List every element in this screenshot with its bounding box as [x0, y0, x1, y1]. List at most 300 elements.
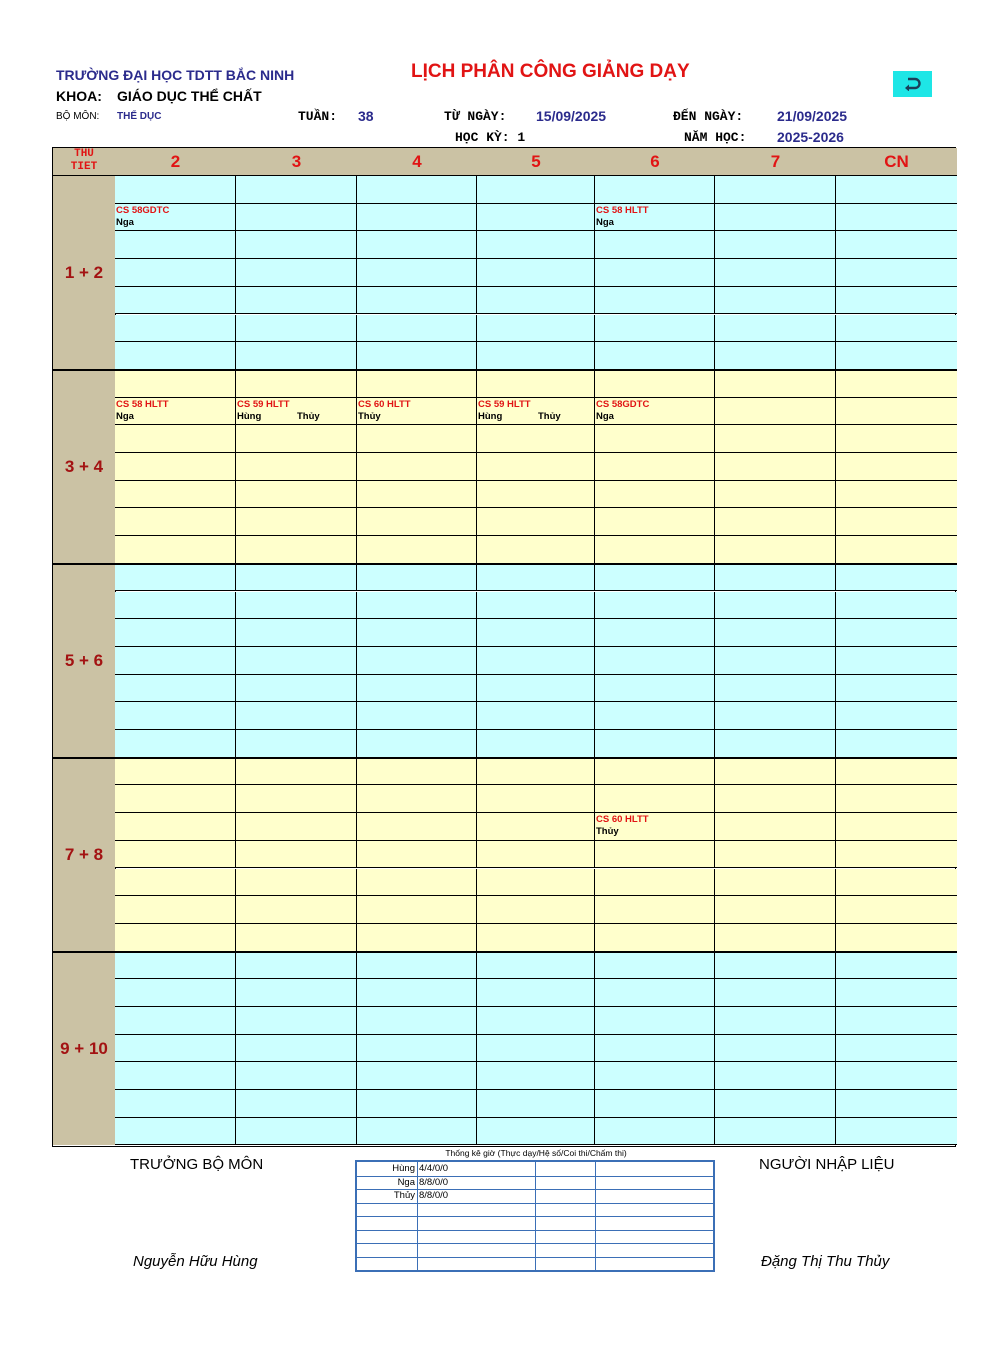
schedule-cell[interactable] — [115, 481, 236, 509]
page-title: LỊCH PHÂN CÔNG GIẢNG DẠY — [411, 61, 690, 82]
schedule-cell[interactable] — [836, 896, 957, 924]
teacher-name: Hùng — [237, 410, 262, 422]
schedule-cell[interactable] — [357, 1035, 477, 1063]
schedule-cell[interactable] — [115, 425, 236, 453]
schedule-cell[interactable] — [357, 425, 477, 453]
schedule-cell[interactable] — [357, 481, 477, 509]
schedule-cell[interactable] — [595, 592, 715, 620]
schedule-cell[interactable] — [357, 592, 477, 620]
schedule-cell[interactable] — [357, 204, 477, 232]
schedule-cell[interactable] — [115, 315, 236, 343]
schedule-cell[interactable] — [595, 647, 715, 675]
faculty-value: GIÁO DỤC THỂ CHẤT — [117, 88, 262, 104]
schedule-cell[interactable] — [477, 481, 595, 509]
schedule-cell[interactable] — [115, 702, 236, 730]
period-label: 5 + 6 — [53, 564, 116, 758]
schedule-cell[interactable] — [236, 453, 357, 481]
schedule-cell[interactable] — [715, 342, 836, 370]
teacher-name: Nga — [596, 216, 614, 228]
period-divider — [53, 757, 957, 759]
schedule-cell[interactable] — [357, 813, 477, 841]
schedule-cell[interactable] — [236, 481, 357, 509]
teaching-hours-stats — [355, 1160, 715, 1272]
schedule-cell[interactable] — [595, 564, 715, 592]
schedule-cell[interactable] — [115, 619, 236, 647]
second-teacher-name: Thủy — [538, 410, 561, 422]
to-date-label: ĐẾN NGÀY: — [673, 109, 744, 124]
schedule-cell[interactable] — [357, 1118, 477, 1146]
stats-col-line — [535, 1162, 536, 1270]
schedule-cell[interactable] — [836, 1035, 957, 1063]
schedule-cell[interactable] — [357, 730, 477, 758]
schedule-cell[interactable] — [236, 287, 357, 315]
school-year-label: NĂM HỌC: — [684, 130, 747, 145]
schedule-cell[interactable] — [236, 813, 357, 841]
schedule-cell[interactable] — [477, 508, 595, 536]
schedule-cell[interactable] — [477, 564, 595, 592]
schedule-cell[interactable] — [357, 370, 477, 398]
stats-col-line — [417, 1162, 418, 1270]
to-date-value: 21/09/2025 — [777, 108, 848, 124]
schedule-cell[interactable] — [715, 1007, 836, 1035]
schedule-cell[interactable] — [836, 619, 957, 647]
schedule-cell[interactable] — [236, 204, 357, 232]
schedule-cell[interactable] — [715, 647, 836, 675]
schedule-cell[interactable] — [836, 730, 957, 758]
schedule-cell[interactable] — [115, 647, 236, 675]
head-of-department-name: Nguyễn Hữu Hùng — [133, 1253, 258, 1270]
class-code: CS 59 HLTT — [478, 398, 531, 410]
schedule-cell[interactable] — [836, 508, 957, 536]
schedule-cell[interactable] — [477, 592, 595, 620]
schedule-cell[interactable] — [115, 979, 236, 1007]
schedule-cell[interactable] — [236, 924, 357, 952]
schedule-cell[interactable] — [357, 619, 477, 647]
schedule-cell[interactable] — [715, 204, 836, 232]
schedule-cell[interactable] — [595, 315, 715, 343]
period-divider — [53, 563, 957, 565]
schedule-cell[interactable] — [236, 952, 357, 980]
schedule-cell[interactable] — [715, 1035, 836, 1063]
schedule-cell[interactable] — [715, 176, 836, 204]
schedule-cell[interactable] — [836, 979, 957, 1007]
schedule-cell[interactable] — [477, 924, 595, 952]
schedule-cell[interactable] — [715, 592, 836, 620]
schedule-cell[interactable] — [595, 425, 715, 453]
schedule-cell[interactable] — [595, 924, 715, 952]
schedule-cell[interactable] — [115, 231, 236, 259]
day-header: 4 — [357, 148, 478, 176]
schedule-cell[interactable] — [477, 342, 595, 370]
schedule-cell[interactable] — [236, 785, 357, 813]
schedule-cell[interactable] — [715, 231, 836, 259]
stats-teacher: Hùng — [392, 1163, 415, 1174]
schedule-cell[interactable] — [477, 1062, 595, 1090]
schedule-cell[interactable] — [595, 979, 715, 1007]
period-divider — [53, 951, 957, 953]
schedule-cell[interactable] — [477, 813, 595, 841]
schedule-cell[interactable] — [115, 370, 236, 398]
from-date-value: 15/09/2025 — [536, 108, 607, 124]
day-header: 3 — [236, 148, 358, 176]
schedule-cell[interactable] — [115, 952, 236, 980]
schedule-cell[interactable] — [115, 675, 236, 703]
schedule-cell[interactable] — [477, 730, 595, 758]
schedule-cell[interactable] — [595, 1035, 715, 1063]
schedule-cell[interactable] — [836, 647, 957, 675]
schedule-cell[interactable] — [115, 896, 236, 924]
schedule-cell[interactable] — [715, 730, 836, 758]
schedule-cell[interactable] — [115, 730, 236, 758]
schedule-cell[interactable] — [836, 342, 957, 370]
schedule-cell[interactable] — [715, 453, 836, 481]
schedule-cell[interactable] — [115, 1090, 236, 1118]
schedule-cell[interactable] — [477, 425, 595, 453]
schedule-cell[interactable] — [715, 675, 836, 703]
schedule-cell[interactable] — [115, 453, 236, 481]
schedule-cell[interactable] — [715, 979, 836, 1007]
schedule-cell[interactable] — [595, 370, 715, 398]
schedule-cell[interactable] — [236, 370, 357, 398]
class-assignment[interactable] — [596, 399, 713, 423]
schedule-cell[interactable] — [357, 536, 477, 564]
schedule-cell[interactable] — [357, 1007, 477, 1035]
schedule-cell[interactable] — [595, 259, 715, 287]
schedule-cell[interactable] — [595, 1090, 715, 1118]
schedule-cell[interactable] — [477, 1118, 595, 1146]
schedule-cell[interactable] — [595, 231, 715, 259]
corner-period-label: TIET — [70, 161, 98, 173]
schedule-cell[interactable] — [836, 370, 957, 398]
period-label: 9 + 10 — [53, 952, 116, 1146]
schedule-cell[interactable] — [715, 564, 836, 592]
schedule-cell[interactable] — [715, 315, 836, 343]
schedule-cell[interactable] — [115, 785, 236, 813]
corner-header — [53, 148, 116, 176]
schedule-cell[interactable] — [477, 176, 595, 204]
period-label: 1 + 2 — [53, 176, 116, 370]
schedule-cell[interactable] — [236, 315, 357, 343]
schedule-cell[interactable] — [836, 785, 957, 813]
schedule-cell[interactable] — [595, 675, 715, 703]
schedule-cell[interactable] — [836, 453, 957, 481]
schedule-cell[interactable] — [836, 1090, 957, 1118]
schedule-cell[interactable] — [836, 675, 957, 703]
schedule-cell[interactable] — [477, 1090, 595, 1118]
schedule-cell[interactable] — [595, 1062, 715, 1090]
schedule-cell[interactable] — [715, 287, 836, 315]
schedule-cell[interactable] — [836, 924, 957, 952]
schedule-cell[interactable] — [836, 758, 957, 786]
schedule-cell[interactable] — [115, 259, 236, 287]
schedule-cell[interactable] — [477, 204, 595, 232]
schedule-cell[interactable] — [836, 841, 957, 869]
schedule-cell[interactable] — [836, 204, 957, 232]
schedule-cell[interactable] — [357, 259, 477, 287]
schedule-cell[interactable] — [715, 952, 836, 980]
schedule-cell[interactable] — [715, 702, 836, 730]
class-assignment[interactable] — [596, 814, 713, 838]
schedule-cell[interactable] — [357, 315, 477, 343]
schedule-cell[interactable] — [357, 1090, 477, 1118]
schedule-cell[interactable] — [357, 924, 477, 952]
schedule-cell[interactable] — [477, 952, 595, 980]
second-teacher-name: Thủy — [297, 410, 320, 422]
schedule-cell[interactable] — [836, 536, 957, 564]
schedule-cell[interactable] — [595, 508, 715, 536]
schedule-cell[interactable] — [357, 785, 477, 813]
schedule-cell[interactable] — [477, 231, 595, 259]
schedule-cell[interactable] — [236, 1062, 357, 1090]
schedule-cell[interactable] — [236, 619, 357, 647]
schedule-cell[interactable] — [477, 675, 595, 703]
schedule-cell[interactable] — [357, 231, 477, 259]
class-code: CS 58 HLTT — [596, 204, 649, 216]
schedule-cell[interactable] — [477, 1035, 595, 1063]
schedule-cell[interactable] — [715, 869, 836, 897]
schedule-cell[interactable] — [477, 896, 595, 924]
schedule-cell[interactable] — [115, 924, 236, 952]
schedule-cell[interactable] — [715, 813, 836, 841]
schedule-cell[interactable] — [357, 647, 477, 675]
schedule-cell[interactable] — [477, 841, 595, 869]
schedule-cell[interactable] — [836, 176, 957, 204]
from-date-label: TỪ NGÀY: — [444, 109, 507, 124]
schedule-cell[interactable] — [236, 1090, 357, 1118]
schedule-cell[interactable] — [595, 453, 715, 481]
schedule-cell[interactable] — [115, 536, 236, 564]
schedule-cell[interactable] — [236, 1118, 357, 1146]
schedule-cell[interactable] — [477, 259, 595, 287]
schedule-cell[interactable] — [595, 758, 715, 786]
schedule-cell[interactable] — [236, 758, 357, 786]
schedule-cell[interactable] — [115, 176, 236, 204]
schedule-cell[interactable] — [836, 952, 957, 980]
schedule-cell[interactable] — [836, 1007, 957, 1035]
stats-col-line — [595, 1162, 596, 1270]
schedule-cell[interactable] — [115, 869, 236, 897]
class-assignment[interactable] — [358, 399, 475, 423]
schedule-cell[interactable] — [715, 259, 836, 287]
schedule-cell[interactable] — [836, 869, 957, 897]
schedule-cell[interactable] — [595, 619, 715, 647]
day-header: 6 — [595, 148, 716, 176]
corner-day-label: THU — [74, 148, 94, 160]
schedule-cell[interactable] — [115, 342, 236, 370]
schedule-cell[interactable] — [836, 231, 957, 259]
schedule-cell[interactable] — [836, 564, 957, 592]
schedule-cell[interactable] — [115, 841, 236, 869]
schedule-cell[interactable] — [595, 702, 715, 730]
schedule-cell[interactable] — [595, 1007, 715, 1035]
schedule-cell[interactable] — [115, 1007, 236, 1035]
schedule-cell[interactable] — [477, 647, 595, 675]
schedule-cell[interactable] — [236, 730, 357, 758]
schedule-cell[interactable] — [715, 1118, 836, 1146]
schedule-cell[interactable] — [477, 453, 595, 481]
schedule-cell[interactable] — [236, 592, 357, 620]
schedule-cell[interactable] — [357, 758, 477, 786]
schedule-cell[interactable] — [715, 481, 836, 509]
period-label: 3 + 4 — [53, 370, 116, 564]
week-value: 38 — [358, 108, 374, 124]
schedule-cell[interactable] — [477, 370, 595, 398]
schedule-cell[interactable] — [836, 481, 957, 509]
schedule-cell[interactable] — [236, 702, 357, 730]
schedule-cell[interactable] — [477, 1007, 595, 1035]
teacher-name: Hùng — [478, 410, 503, 422]
schedule-cell[interactable] — [115, 564, 236, 592]
schedule-cell[interactable] — [477, 287, 595, 315]
class-code: CS 60 HLTT — [358, 398, 411, 410]
schedule-cell[interactable] — [715, 398, 836, 426]
schedule-cell[interactable] — [357, 508, 477, 536]
schedule-cell[interactable] — [357, 675, 477, 703]
schedule-cell[interactable] — [357, 342, 477, 370]
schedule-cell[interactable] — [836, 592, 957, 620]
schedule-cell[interactable] — [836, 315, 957, 343]
schedule-cell[interactable] — [357, 869, 477, 897]
schedule-cell[interactable] — [115, 592, 236, 620]
schedule-cell[interactable] — [477, 758, 595, 786]
schedule-cell[interactable] — [715, 1062, 836, 1090]
schedule-cell[interactable] — [477, 785, 595, 813]
schedule-cell[interactable] — [236, 259, 357, 287]
semester: HỌC KỲ: 1 — [455, 130, 526, 145]
schedule-cell[interactable] — [477, 979, 595, 1007]
schedule-cell[interactable] — [595, 287, 715, 315]
schedule-cell[interactable] — [715, 758, 836, 786]
schedule-cell[interactable] — [236, 1007, 357, 1035]
schedule-cell[interactable] — [115, 758, 236, 786]
schedule-cell[interactable] — [595, 1118, 715, 1146]
schedule-cell[interactable] — [357, 176, 477, 204]
schedule-cell[interactable] — [595, 730, 715, 758]
schedule-cell[interactable] — [595, 536, 715, 564]
class-assignment[interactable] — [237, 399, 355, 423]
teacher-name: Nga — [116, 410, 134, 422]
schedule-cell[interactable] — [236, 869, 357, 897]
schedule-cell[interactable] — [836, 425, 957, 453]
class-assignment[interactable] — [116, 205, 234, 229]
head-of-department-title: TRƯỞNG BỘ MÔN — [130, 1156, 264, 1173]
schedule-cell[interactable] — [595, 896, 715, 924]
data-entry-name: Đặng Thị Thu Thủy — [761, 1253, 890, 1270]
class-assignment[interactable] — [596, 205, 713, 229]
schedule-cell[interactable] — [115, 813, 236, 841]
schedule-cell[interactable] — [477, 619, 595, 647]
schedule-cell[interactable] — [715, 508, 836, 536]
class-assignment[interactable] — [478, 399, 593, 423]
schedule-cell[interactable] — [236, 564, 357, 592]
schedule-cell[interactable] — [236, 896, 357, 924]
schedule-cell[interactable] — [715, 841, 836, 869]
schedule-cell[interactable] — [836, 813, 957, 841]
schedule-cell[interactable] — [236, 231, 357, 259]
schedule-cell[interactable] — [836, 1118, 957, 1146]
schedule-cell[interactable] — [595, 481, 715, 509]
schedule-cell[interactable] — [236, 508, 357, 536]
schedule-cell[interactable] — [595, 841, 715, 869]
schedule-cell[interactable] — [236, 979, 357, 1007]
schedule-cell[interactable] — [115, 287, 236, 315]
schedule-cell[interactable] — [836, 398, 957, 426]
schedule-cell[interactable] — [715, 425, 836, 453]
schedule-cell[interactable] — [595, 952, 715, 980]
schedule-cell[interactable] — [477, 702, 595, 730]
schedule-cell[interactable] — [595, 785, 715, 813]
class-assignment[interactable] — [116, 399, 234, 423]
schedule-cell[interactable] — [357, 979, 477, 1007]
school-year-value: 2025-2026 — [777, 129, 844, 145]
schedule-cell[interactable] — [236, 647, 357, 675]
schedule-cell[interactable] — [236, 536, 357, 564]
schedule-cell[interactable] — [357, 1062, 477, 1090]
stats-value: 8/8/0/0 — [419, 1190, 449, 1201]
schedule-cell[interactable] — [236, 1035, 357, 1063]
class-code: CS 59 HLTT — [237, 398, 290, 410]
schedule-cell[interactable] — [357, 564, 477, 592]
stats-value: 8/8/0/0 — [419, 1176, 449, 1188]
faculty-label: KHOA: — [56, 88, 102, 104]
schedule-cell[interactable] — [836, 702, 957, 730]
schedule-cell[interactable] — [715, 370, 836, 398]
class-code: CS 58GDTC — [596, 398, 650, 410]
schedule-cell[interactable] — [236, 841, 357, 869]
week-label: TUẦN: — [298, 109, 338, 124]
schedule-cell[interactable] — [357, 952, 477, 980]
schedule-cell[interactable] — [836, 287, 957, 315]
back-button[interactable] — [893, 71, 932, 97]
schedule-cell[interactable] — [836, 1062, 957, 1090]
department-label: BỘ MÔN: — [56, 111, 100, 122]
schedule-cell[interactable] — [357, 702, 477, 730]
schedule-cell[interactable] — [115, 508, 236, 536]
schedule-cell[interactable] — [836, 259, 957, 287]
schedule-cell[interactable] — [236, 425, 357, 453]
schedule-cell[interactable] — [595, 176, 715, 204]
schedule-cell[interactable] — [715, 785, 836, 813]
schedule-grid — [52, 147, 956, 1147]
schedule-cell[interactable] — [715, 924, 836, 952]
stats-teacher: Nga — [397, 1176, 415, 1188]
schedule-cell[interactable] — [115, 1062, 236, 1090]
schedule-cell[interactable] — [477, 869, 595, 897]
schedule-cell[interactable] — [357, 896, 477, 924]
schedule-cell[interactable] — [477, 315, 595, 343]
schedule-cell[interactable] — [236, 176, 357, 204]
schedule-cell[interactable] — [236, 342, 357, 370]
stats-teacher: Thủy — [393, 1190, 415, 1201]
schedule-cell[interactable] — [357, 287, 477, 315]
schedule-cell[interactable] — [595, 869, 715, 897]
schedule-cell[interactable] — [115, 1035, 236, 1063]
schedule-cell[interactable] — [236, 675, 357, 703]
schedule-cell[interactable] — [715, 536, 836, 564]
schedule-cell[interactable] — [715, 896, 836, 924]
day-header: 2 — [115, 148, 237, 176]
day-header: 7 — [715, 148, 837, 176]
schedule-cell[interactable] — [715, 619, 836, 647]
schedule-cell[interactable] — [115, 1118, 236, 1146]
schedule-cell[interactable] — [357, 841, 477, 869]
class-code: CS 60 HLTT — [596, 814, 649, 826]
schedule-cell[interactable] — [357, 453, 477, 481]
schedule-cell[interactable] — [477, 536, 595, 564]
period-divider — [53, 369, 957, 371]
schedule-cell[interactable] — [595, 342, 715, 370]
schedule-cell[interactable] — [715, 1090, 836, 1118]
